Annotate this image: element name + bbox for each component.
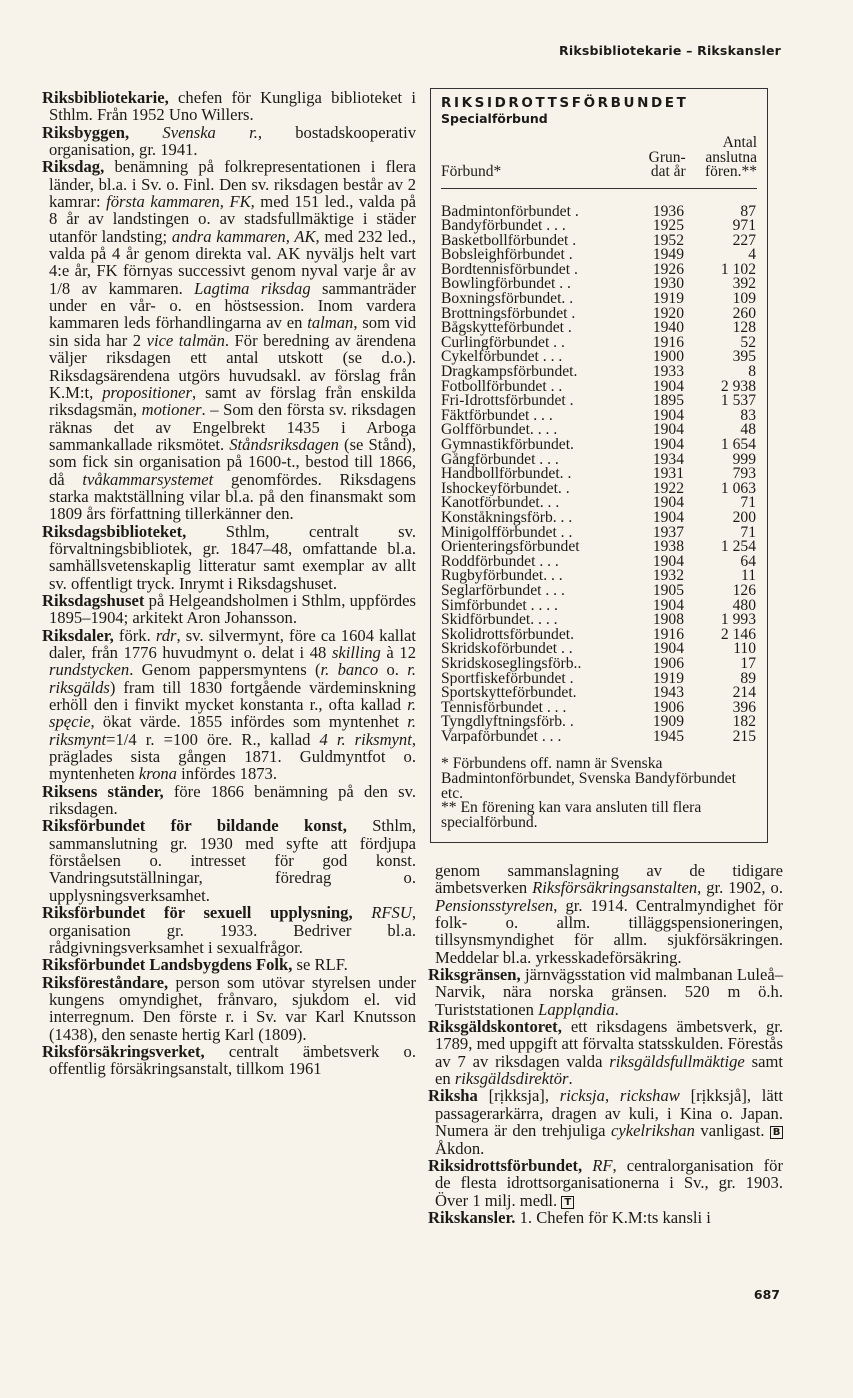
cell-name: Fri-Idrottsförbundet . [441, 394, 574, 409]
table-row [441, 552, 761, 570]
entry [42, 158, 416, 522]
cell-year: 1922 [652, 479, 684, 497]
entry-text: Sthlm, sammanslutning gr. 1930 med syfte att fördjupa förståelsen o. intresset för god konst. Vandringsutställningar, föredrag o. upplysningsverksamhet. [49, 816, 416, 905]
cell-name: Rugbyförbundet. . . [441, 569, 563, 584]
entry-text: person som utövar styrelsen under kungens omyndighet, frånvaro, sjukdom el. vid interregnum. Den förste r. i Sv. var Karl Knutsson (1438), den senaste hertig Karl (1809). [49, 972, 416, 1044]
entry-text: , [604, 1086, 620, 1106]
entry-italic-text: rdr [155, 625, 177, 645]
note-2: ** En förening kan vara ansluten till flera specialförbund. [441, 799, 702, 831]
entry-italic-text: andra kammaren, AK, [171, 226, 320, 246]
table-row [441, 467, 761, 482]
cell-name: Varpaförbundet . . . [441, 729, 562, 745]
header-forbund: Förbund* [441, 163, 502, 180]
header-antal: Antal anslutna fören.** [704, 134, 758, 180]
cell-count: 71 [740, 494, 756, 512]
table-row [441, 642, 761, 657]
entry-italic-text: Lapplạndia [538, 999, 615, 1019]
entry-text: , ökat värde. 1855 infördes som myntenhet [90, 712, 408, 732]
cell-name: Bowlingförbundet . . [441, 277, 571, 293]
cell-year: 1919 [652, 669, 684, 687]
entry-text [353, 903, 372, 922]
entry-italic-text: tvåkammarsystemet [82, 469, 214, 489]
cell-name: Kanotförbundet. . . [441, 496, 560, 511]
cell-count: 395 [732, 348, 756, 366]
table-row [441, 581, 761, 599]
cell-count: 48 [740, 421, 756, 439]
entry-text: före 1866 benämning på den sv. riksdagen. [49, 781, 416, 819]
entry [42, 783, 416, 818]
entry-text: . [614, 999, 619, 1019]
table-row [441, 698, 761, 716]
cell-name: Curlingförbundet . . [441, 335, 565, 351]
entry-headword: Riksförbundet Landsbygdens Folk, [42, 955, 293, 975]
cell-name: Golfförbundet. . . . [441, 423, 558, 438]
table-row [441, 219, 761, 234]
entry-headword: Riksdaler, [42, 625, 114, 645]
cell-year: 1949 [652, 246, 684, 264]
cell-name: Orienteringsförbundet [441, 540, 580, 555]
entry-italic-text: propositioner [102, 382, 192, 402]
entry-italic-text: ricksja [559, 1086, 605, 1106]
table-row [441, 613, 761, 628]
entry-headword: Riksförbundet för sexuell upplysning, [42, 903, 353, 923]
cell-year: 1904 [652, 552, 684, 570]
entry [428, 862, 783, 966]
cell-count: 64 [740, 552, 756, 570]
entry-italic-text: Pensionsstyrelsen [435, 895, 554, 915]
entry [42, 904, 416, 956]
entry-italic-text: riksgäldsfullmäktige [609, 1051, 745, 1071]
cell-name: Fäktförbundet . . . [441, 408, 553, 424]
right-column [428, 862, 783, 1226]
entry-italic-text: r. spęcie [49, 695, 416, 732]
entry-headword: Rikskansler. [428, 1207, 516, 1227]
table-row [441, 450, 761, 468]
entry-headword: Riksdagsbiblioteket, [42, 521, 187, 541]
entry-text: , centralorganisation för de flesta idrottsorganisationerna i Sv., gr. 1903. Över 1 milj. medl. [435, 1155, 783, 1210]
table-row [441, 596, 761, 614]
cell-count: 1 654 [720, 436, 756, 453]
running-head: Riksbibliotekarie – Rikskansler [559, 43, 781, 58]
entry-text: , sv. silvermynt, före ca 1604 kallat daler, från 1776 huvudmynt o. delat i 48 [49, 625, 417, 662]
entry-text: , som vid sin sida har 2 [49, 313, 417, 350]
entry-text: [rịkksja], [477, 1086, 560, 1106]
entry-headword: Riksgränsen, [428, 965, 521, 985]
table-row [441, 715, 761, 730]
entry-italic-text: talman [307, 313, 354, 333]
entry-text: . [568, 1069, 573, 1089]
table-row [441, 686, 761, 701]
table-row [441, 231, 761, 249]
entry-headword: Riksförbundet för bildande konst, [42, 816, 347, 836]
cell-name: Ishockeyförbundet. . [441, 481, 570, 497]
entry-italic-text: Lagtima riksdag [194, 278, 311, 298]
entry-text: , präglades sista gången 1871. Guldmyntfot o. myntenheten [49, 729, 416, 784]
entry-text: chefen för Kungliga biblioteket i Sthlm. Från 1952 Uno Willers. [49, 88, 416, 125]
entry-text: centralt ämbetsverk o. offentlig försäkringsanstalt, tillkom 1961 [49, 1041, 416, 1079]
cell-year: 1909 [652, 713, 684, 731]
entry-text: , organisation gr. 1933. Bedriver bl.a. rådgivningsverksamhet i sexualfrågor. [49, 903, 416, 957]
entry-text: [rịkksjå], lätt passagerarkärra, dragen av kuli, i Kina o. Japan. Numera är den trehjuliga [435, 1086, 783, 1141]
table-row [441, 496, 761, 511]
entry [428, 1157, 783, 1209]
cell-name: Bobsleighförbundet . [441, 248, 573, 263]
entry-text: se RLF. [292, 955, 348, 975]
table-row [441, 292, 761, 307]
cell-year: 1930 [652, 275, 684, 293]
table-row [441, 569, 761, 584]
entry [42, 124, 416, 159]
table-row [441, 727, 761, 745]
entry [428, 966, 783, 1018]
cell-name: Skridskoförbundet . . [441, 642, 573, 657]
cell-year: 1904 [652, 377, 684, 395]
cell-count: 109 [732, 290, 756, 308]
entry-text: på Helgeandsholmen i Sthlm, uppfördes 1895–1904; arkitekt Aron Johansson. [49, 590, 416, 628]
cell-year: 1945 [652, 727, 684, 745]
cell-year: 1920 [652, 304, 684, 322]
entry-text: genom sammanslagning av de tidigare ämbetsverken [435, 861, 783, 898]
entry-italic-text: rundstycken [49, 660, 130, 680]
table-title: RIKSIDROTTSFÖRBUNDET [441, 95, 689, 111]
cell-name: Bordtennisförbundet . [441, 262, 578, 278]
cell-name: Boxningsförbundet. . [441, 292, 574, 307]
entry-headword: Riksha [428, 1086, 478, 1106]
cell-count: 971 [732, 217, 756, 235]
entry-headword: Riksidrottsförbundet, [428, 1155, 583, 1175]
cell-year: 1916 [652, 333, 684, 351]
cell-name: Cykelförbundet . . . [441, 350, 563, 366]
cell-count: 83 [740, 406, 756, 424]
entry-text: o. [378, 660, 408, 680]
table-row [441, 438, 761, 453]
cell-name: Gångförbundet . . . [441, 452, 559, 468]
cell-year: 1904 [652, 640, 684, 658]
table-row [441, 202, 761, 220]
entry [42, 1043, 416, 1078]
cell-year: 1952 [652, 231, 684, 249]
table-row [441, 523, 761, 541]
header-grundat: Grun- dat år [648, 148, 686, 180]
entry-text: sammanträder under en vår- o. en höstsession. Inom vardera kammaren leds förhandlingarna av en [49, 278, 416, 333]
cell-count: 480 [732, 596, 756, 614]
note-1: * Förbundens off. namn är Svenska Badmintonförbundet, Svenska Bandyförbundet etc. [441, 755, 736, 802]
cell-year: 1904 [652, 406, 684, 424]
table-row [441, 321, 761, 336]
cell-count: 2 938 [720, 377, 756, 395]
cell-year: 1906 [652, 698, 684, 716]
entry-text: med 151 led., valda på 8 år av landstingen o. av stadsfullmäktige i städer utanför landsting; [49, 192, 416, 246]
entry-text: benämning på folkrepresentationen i flera länder, bl.a. i Sv. o. Finl. Den sv. riksdagen består av 2 kamrar: [49, 157, 416, 212]
entry-headword: Riksdagshuset [42, 590, 145, 610]
cell-name: Basketbollförbundet . [441, 233, 577, 249]
cell-count: 110 [733, 640, 756, 658]
cell-count: 182 [732, 713, 756, 731]
table-row [441, 260, 761, 278]
entry-headword: Riksföreståndare, [42, 972, 169, 992]
entry-text: infördes 1873. [176, 764, 277, 784]
table-row [441, 248, 761, 263]
cell-name: Seglarförbundet . . . [441, 583, 565, 599]
cell-count: 52 [740, 333, 756, 351]
cell-count: 71 [740, 523, 756, 541]
entry-text: (se Stånd), som fick sin organisation på 1600-t., bestod till 1866, då [49, 434, 416, 489]
cell-name: Handbollförbundet. . [441, 467, 572, 482]
entry-text: à 12 [380, 643, 416, 662]
cell-count: 793 [732, 465, 756, 483]
cell-year: 1904 [652, 494, 684, 512]
entry-text: med 232 led., valda på 4 år genom direkta val. AK nyväljs helt vart 4:e år, FK förnyas successivt genom nyval varje år av 1/8 av kammaren. [49, 226, 416, 298]
entry-italic-text: motioner [141, 400, 202, 420]
cell-count: 392 [732, 275, 756, 293]
entry-italic-text: riksgäldsdirektör [454, 1069, 569, 1089]
table-header [441, 136, 757, 189]
table-row [441, 479, 761, 497]
entry [42, 89, 416, 124]
cell-name: Dragkampsförbundet. [441, 365, 578, 380]
cell-year: 1931 [652, 465, 684, 483]
entry [42, 974, 416, 1043]
entry-headword: Riksbibliotekarie, [42, 88, 169, 107]
table-row [441, 669, 761, 687]
table-row [441, 540, 761, 555]
table-body [441, 202, 761, 745]
cell-year: 1904 [652, 596, 684, 614]
cell-year: 1940 [652, 319, 684, 337]
entry-text: =1/4 r. =100 öre. R., kallad [106, 729, 320, 749]
cell-name: Skolidrottsförbundet. [441, 627, 574, 643]
cell-count: 1 063 [720, 479, 756, 497]
cell-year: 1938 [652, 538, 684, 556]
cell-year: 1925 [652, 217, 684, 235]
entry [42, 627, 416, 783]
cell-year: 1906 [652, 654, 684, 672]
entry-text: , samt av förslag från enskilda riksdagsmän, [49, 382, 416, 420]
table-row [441, 406, 761, 424]
cell-year: 1900 [652, 348, 684, 366]
entry-text: Sthlm, centralt sv. förvaltningsbibliotek, gr. 1847–48, omfattande bl.a. samhällsvetenskaplig litteratur samt exemplar av allt sv. offentligt tryck. Inrymt i Riksdagshuset. [49, 521, 416, 593]
table-notes [441, 757, 761, 830]
entry-headword: Riksbyggen, [42, 122, 130, 142]
cell-name: Tyngdlyftningsförb. . [441, 715, 574, 730]
entry-text: , bostadskooperativ organisation, gr. 1941. [49, 122, 416, 160]
entry-text: vanligast. [694, 1121, 770, 1141]
table-row [441, 377, 761, 395]
entry-italic-text: RF [592, 1155, 613, 1175]
cell-year: 1904 [652, 421, 684, 439]
cell-count: 2 146 [720, 625, 756, 643]
page-number: 687 [753, 1287, 780, 1302]
table-row [441, 423, 761, 438]
entry-text [129, 123, 162, 142]
entry [42, 592, 416, 627]
cell-count: 214 [732, 684, 756, 702]
entry-text: genomfördes. Riksdagens starka maktställning vilar bl.a. på den finansmakt som 1809 års författning tillerkänner den. [49, 469, 416, 524]
entry-headword: Riksens ständer, [42, 781, 164, 801]
entry-italic-text: 4 r. riksmynt [319, 729, 412, 749]
picture-reference-icon: B [770, 1126, 783, 1139]
cell-year: 1933 [652, 363, 684, 381]
entry-text: . – Som den första sv. riksdagen räknas det av Engelbrekt 1435 i Arboga sammankallade riksmötet. [49, 400, 416, 454]
entry-italic-text: Riksförsäkringsanstalten [532, 878, 698, 898]
entry-italic-text: rickshaw [619, 1086, 680, 1106]
entry-italic-text: första kammaren, FK, [106, 192, 255, 212]
entry-text: . Genom pappersmyntens ( [129, 660, 321, 680]
cell-count: 1 102 [720, 260, 756, 278]
entry-italic-text: r. riksmynt [49, 712, 416, 749]
cell-year: 1908 [652, 611, 684, 629]
entry-text: ) fram till 1830 fortgående värdeminskning erhöll den i finvikt mycket konstanta r., ofta kallad [49, 677, 416, 715]
cell-name: Skidförbundet. . . . [441, 613, 558, 628]
riksidrottsforbundet-table [430, 88, 768, 843]
cell-name: Badmintonförbundet . [441, 204, 579, 220]
cell-name: Simförbundet . . . . [441, 598, 558, 614]
cell-name: Bågskytteförbundet . [441, 321, 572, 336]
table-subtitle: Specialförbund [441, 111, 548, 126]
entry [428, 1209, 783, 1226]
cell-year: 1936 [652, 202, 684, 220]
cell-count: 396 [732, 698, 756, 716]
cell-count: 4 [748, 246, 756, 264]
entry [42, 523, 416, 592]
entry-text: , gr. 1902, o. [697, 878, 783, 898]
table-reference-icon: T [561, 1196, 574, 1209]
cell-name: Minigolfförbundet . . [441, 525, 573, 541]
entry-text: samt en [435, 1051, 783, 1089]
table-row [441, 394, 761, 409]
cell-name: Sportfiskeförbundet . [441, 671, 574, 687]
cell-year: 1926 [652, 260, 684, 278]
entry-text: ett riksdagens ämbetsverk, gr. 1789, med uppgift att förvalta statsskulden. Förestås av 7 av riksdagen valda [435, 1017, 783, 1071]
cell-count: 128 [732, 319, 756, 337]
cell-year: 1943 [652, 684, 684, 702]
cell-year: 1904 [652, 508, 684, 526]
entry-italic-text: r. banco [320, 660, 379, 680]
entry-italic-text: cykelrikshan [611, 1121, 695, 1141]
cell-count: 87 [740, 202, 756, 220]
table-row [441, 277, 761, 292]
cell-count: 8 [748, 363, 756, 381]
entry-headword: Riksdag, [42, 157, 105, 177]
cell-year: 1937 [652, 523, 684, 541]
cell-count: 17 [740, 654, 756, 672]
cell-count: 11 [740, 567, 756, 585]
table-row [441, 304, 761, 322]
entry [428, 1087, 783, 1156]
entry-italic-text: Svenska r. [162, 122, 258, 142]
cell-year: 1919 [652, 290, 684, 308]
entry-text: 1. Chefen för K.M:ts kansli i [515, 1207, 711, 1227]
cell-name: Skridskoseglingsförb.. [441, 656, 582, 672]
cell-count: 1 537 [720, 392, 756, 410]
cell-name: Tennisförbundet . . . [441, 700, 567, 716]
entry-italic-text: Ståndsriksdagen [229, 434, 339, 454]
entry-italic-text: krona [138, 764, 177, 784]
entry [428, 1018, 783, 1087]
cell-count: 1 993 [720, 611, 756, 629]
entry-headword: Riksgäldskontoret, [428, 1017, 562, 1037]
entry-text [582, 1156, 592, 1175]
cell-year: 1934 [652, 450, 684, 468]
cell-count: 89 [740, 669, 756, 687]
table-row [441, 508, 761, 526]
entry-italic-text: skilling [331, 643, 381, 662]
entry [42, 817, 416, 904]
cell-year: 1895 [652, 392, 684, 410]
entry-italic-text: r. riksgälds [49, 660, 416, 697]
cell-year: 1916 [652, 625, 684, 643]
entry-text: järnvägsstation vid malmbanan Luleå–Narvik, nära norska gränsen. 520 m ö.h. Turiststationen [435, 965, 783, 1019]
cell-name: Sportskytteförbundet. [441, 686, 577, 701]
entry-text: Åkdon. [435, 1138, 485, 1158]
entry-italic-text: RFSU [371, 903, 412, 923]
cell-name: Brottningsförbundet . [441, 306, 576, 322]
cell-name: Konståkningsförb. . . [441, 510, 573, 526]
cell-name: Fotbollförbundet . . [441, 379, 563, 395]
cell-name: Roddförbundet . . . [441, 554, 559, 570]
table-row [441, 333, 761, 351]
table-row [441, 625, 761, 643]
cell-count: 227 [732, 231, 756, 249]
cell-name: Gymnastikförbundet. [441, 438, 574, 453]
table-row [441, 350, 761, 365]
entry-italic-text: vice talmän [146, 330, 225, 350]
cell-count: 1 254 [720, 538, 756, 556]
cell-count: 215 [732, 727, 756, 745]
entry-text: . För beredning av ärendena väljer riksdagen ett antal utskott (se d.o.). Riksdagsärendena utgörs huvudsakl. av förslag från K.M:t, [49, 330, 416, 402]
cell-year: 1904 [652, 436, 684, 453]
cell-year: 1905 [652, 581, 684, 599]
cell-count: 260 [732, 304, 756, 322]
table-row [441, 365, 761, 380]
cell-count: 999 [732, 450, 756, 468]
entry-headword: Riksförsäkringsverket, [42, 1041, 205, 1061]
table-row [441, 654, 761, 672]
cell-count: 126 [732, 581, 756, 599]
cell-name: Bandyförbundet . . . [441, 219, 566, 234]
cell-count: 200 [732, 508, 756, 526]
cell-year: 1932 [652, 567, 684, 585]
entry [42, 956, 416, 973]
entry-text: , gr. 1914. Centralmyndighet för folk- o. allm. tilläggspensioneringen, tillsynsmyndighet för allm. sjukförsäkringen. Meddelar bl.a. yrkesskadeförsäkring. [435, 895, 783, 967]
entry-text: förk. [113, 625, 156, 645]
left-column [42, 89, 416, 1078]
